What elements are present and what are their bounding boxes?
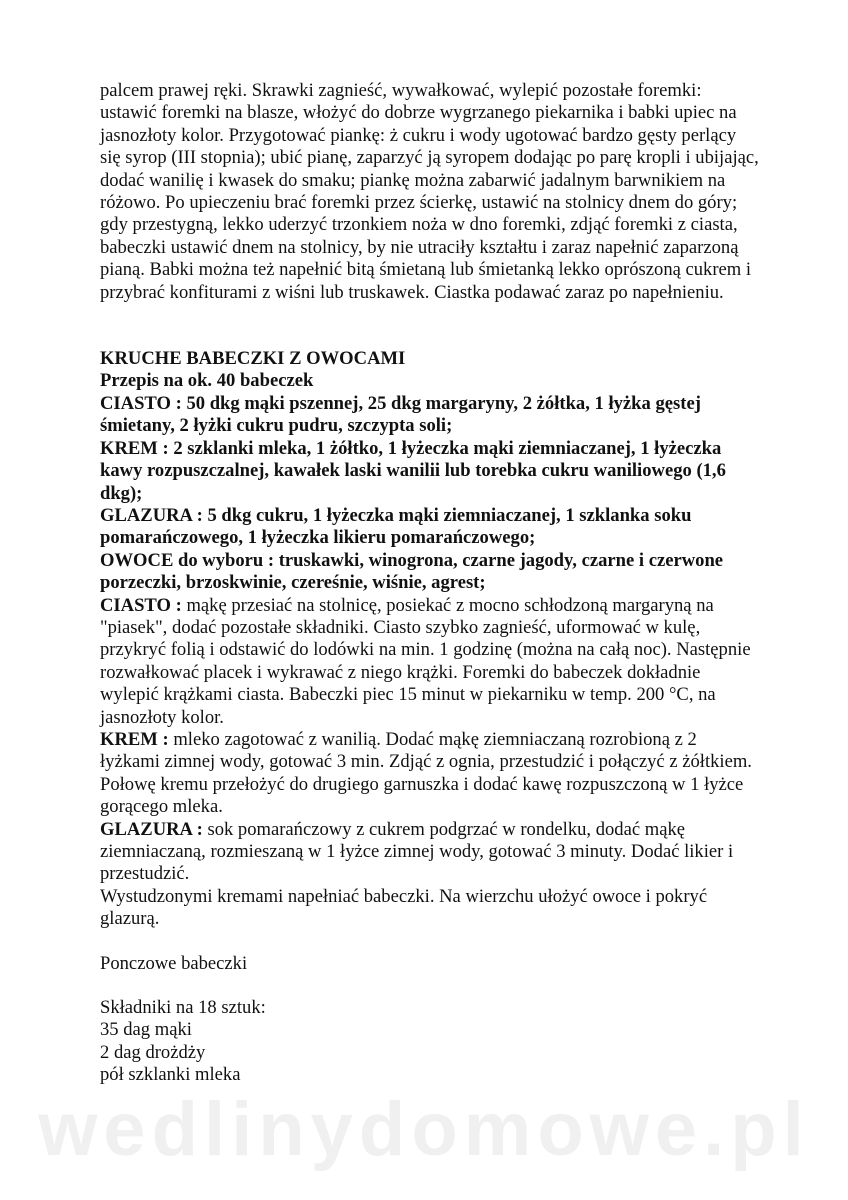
ingredient-text: truskawki, winogrona, czarne jagody, czarne i czerwone porzeczki, brzoskwinie, czereśnie, wiśnie, agrest; [100, 549, 724, 594]
spacer [100, 975, 760, 997]
ingredient-text: 50 dkg mąki pszennej, 25 dkg margaryny, 2 żółtka, 1 łyżka gęstej śmietany, 2 łyżki cukru pudru, szczypta soli; [100, 392, 701, 437]
ingredient-item: 35 dag mąki [100, 1019, 192, 1041]
spacer [100, 931, 760, 953]
ingredient-label: KREM : [100, 437, 174, 459]
step-glazura [100, 819, 760, 886]
ingredient-text: 2 szklanki mleka, 1 żółtko, 1 łyżeczka mąki ziemniaczanej, 1 łyżeczka kawy rozpuszczalnej, kawałek laski wanilii lub torebka cukru waniliowego (1,6 dkg); [100, 437, 726, 504]
watermark: wedlinydomowe.pl [38, 1087, 810, 1172]
ingredient-item: 2 dag drożdży [100, 1041, 206, 1063]
final-step: Wystudzonymi kremami napełniać babeczki. Na wierzchu ułożyć owoce i pokryć glazurą. [100, 885, 708, 930]
ingredient-glazura [100, 505, 760, 550]
ingredient-krem [100, 438, 760, 505]
step-krem [100, 729, 760, 819]
ingredient-item: pół szklanki mleka [100, 1064, 241, 1086]
intro-paragraph: palcem prawej ręki. Skrawki zagnieść, wywałkować, wylepić pozostałe foremki: ustawić foremki na blasze, włożyć do dobrze wygrzanego piekarnika i babki upiec na jasnozłoty kolor. Przygotować piankę: ż cukru i wody ugotować bardzo gęsty perlący się syrop (III stopnia); ubić pianę, zaparzyć ją syropem dodając po parę kropli i ubijając, dodać wanilię i kwasek do smaku; piankę można zabarwić jadalnym barwnikiem na różowo. Po upieczeniu brać foremki przez ścierkę, ustawić na stolnicy dnem do góry; gdy przestygną, lekko uderzyć trzonkiem noża w dno foremki, zdjąć foremki z ciasta, babeczki ustawić dnem na stolnicy, by nie utraciły kształtu i zaraz napełnić zaparzoną pianą. Babki można też napełnić bitą śmietaną lub śmietanką lekko oprószoną cukrem i przybrać konfiturami z wiśni lub truskawek. Ciastka podawać zaraz po napełnieniu. [100, 80, 759, 303]
ingredient-label: CIASTO : [100, 392, 187, 414]
ingredients-header: Składniki na 18 sztuk: [100, 997, 266, 1019]
recipe-title: KRUCHE BABECZKI Z OWOCAMI [100, 348, 406, 370]
recipe-yield: Przepis na ok. 40 babeczek [100, 370, 314, 392]
step-text: mleko zagotować z wanilią. Dodać mąkę ziemniaczaną rozrobioną z 2 łyżkami zimnej wody, gotować 3 min. Zdjąć z ognia, przestudzić i połączyć z żółtkiem. Połowę kremu przełożyć do drugiego garnuszka i dodać kawę rozpuszczoną w 1 łyżce gorącego mleka. [100, 728, 752, 818]
ingredient-label: GLAZURA : [100, 504, 208, 526]
ingredient-ciasto [100, 393, 760, 438]
next-recipe-title: Ponczowe babeczki [100, 952, 248, 974]
ingredient-owoce [100, 550, 760, 595]
ingredient-text: 5 dkg cukru, 1 łyżeczka mąki ziemniaczanej, 1 szklanka soku pomarańczowego, 1 łyżeczka likieru pomarańczowego; [100, 504, 692, 549]
spacer [100, 304, 760, 348]
step-text: mąkę przesiać na stolnicę, posiekać z mocno schłodzoną margaryną na "piasek", dodać pozostałe składniki. Ciasto szybko zagnieść, uformować w kulę, przykryć folią i odstawić do lodówki na min. 1 godzinę (można na całą noc). Następnie rozwałkować placek i wykrawać z niego krążki. Foremki do babeczek dokładnie wylepić krążkami ciasta. Babeczki piec 15 minut w piekarniku w temp. 200 °C, na jasnozłoty kolor. [100, 594, 751, 728]
step-label: KREM : [100, 728, 174, 750]
ingredient-label: OWOCE do wyboru : [100, 549, 279, 571]
document-page [100, 80, 760, 1087]
step-text: sok pomarańczowy z cukrem podgrzać w rondelku, dodać mąkę ziemniaczaną, rozmieszaną w 1 łyżce zimnej wody, gotować 3 minuty. Dodać likier i przestudzić. [100, 818, 734, 885]
step-ciasto [100, 595, 760, 729]
step-label: GLAZURA : [100, 818, 208, 840]
step-label: CIASTO : [100, 594, 187, 616]
